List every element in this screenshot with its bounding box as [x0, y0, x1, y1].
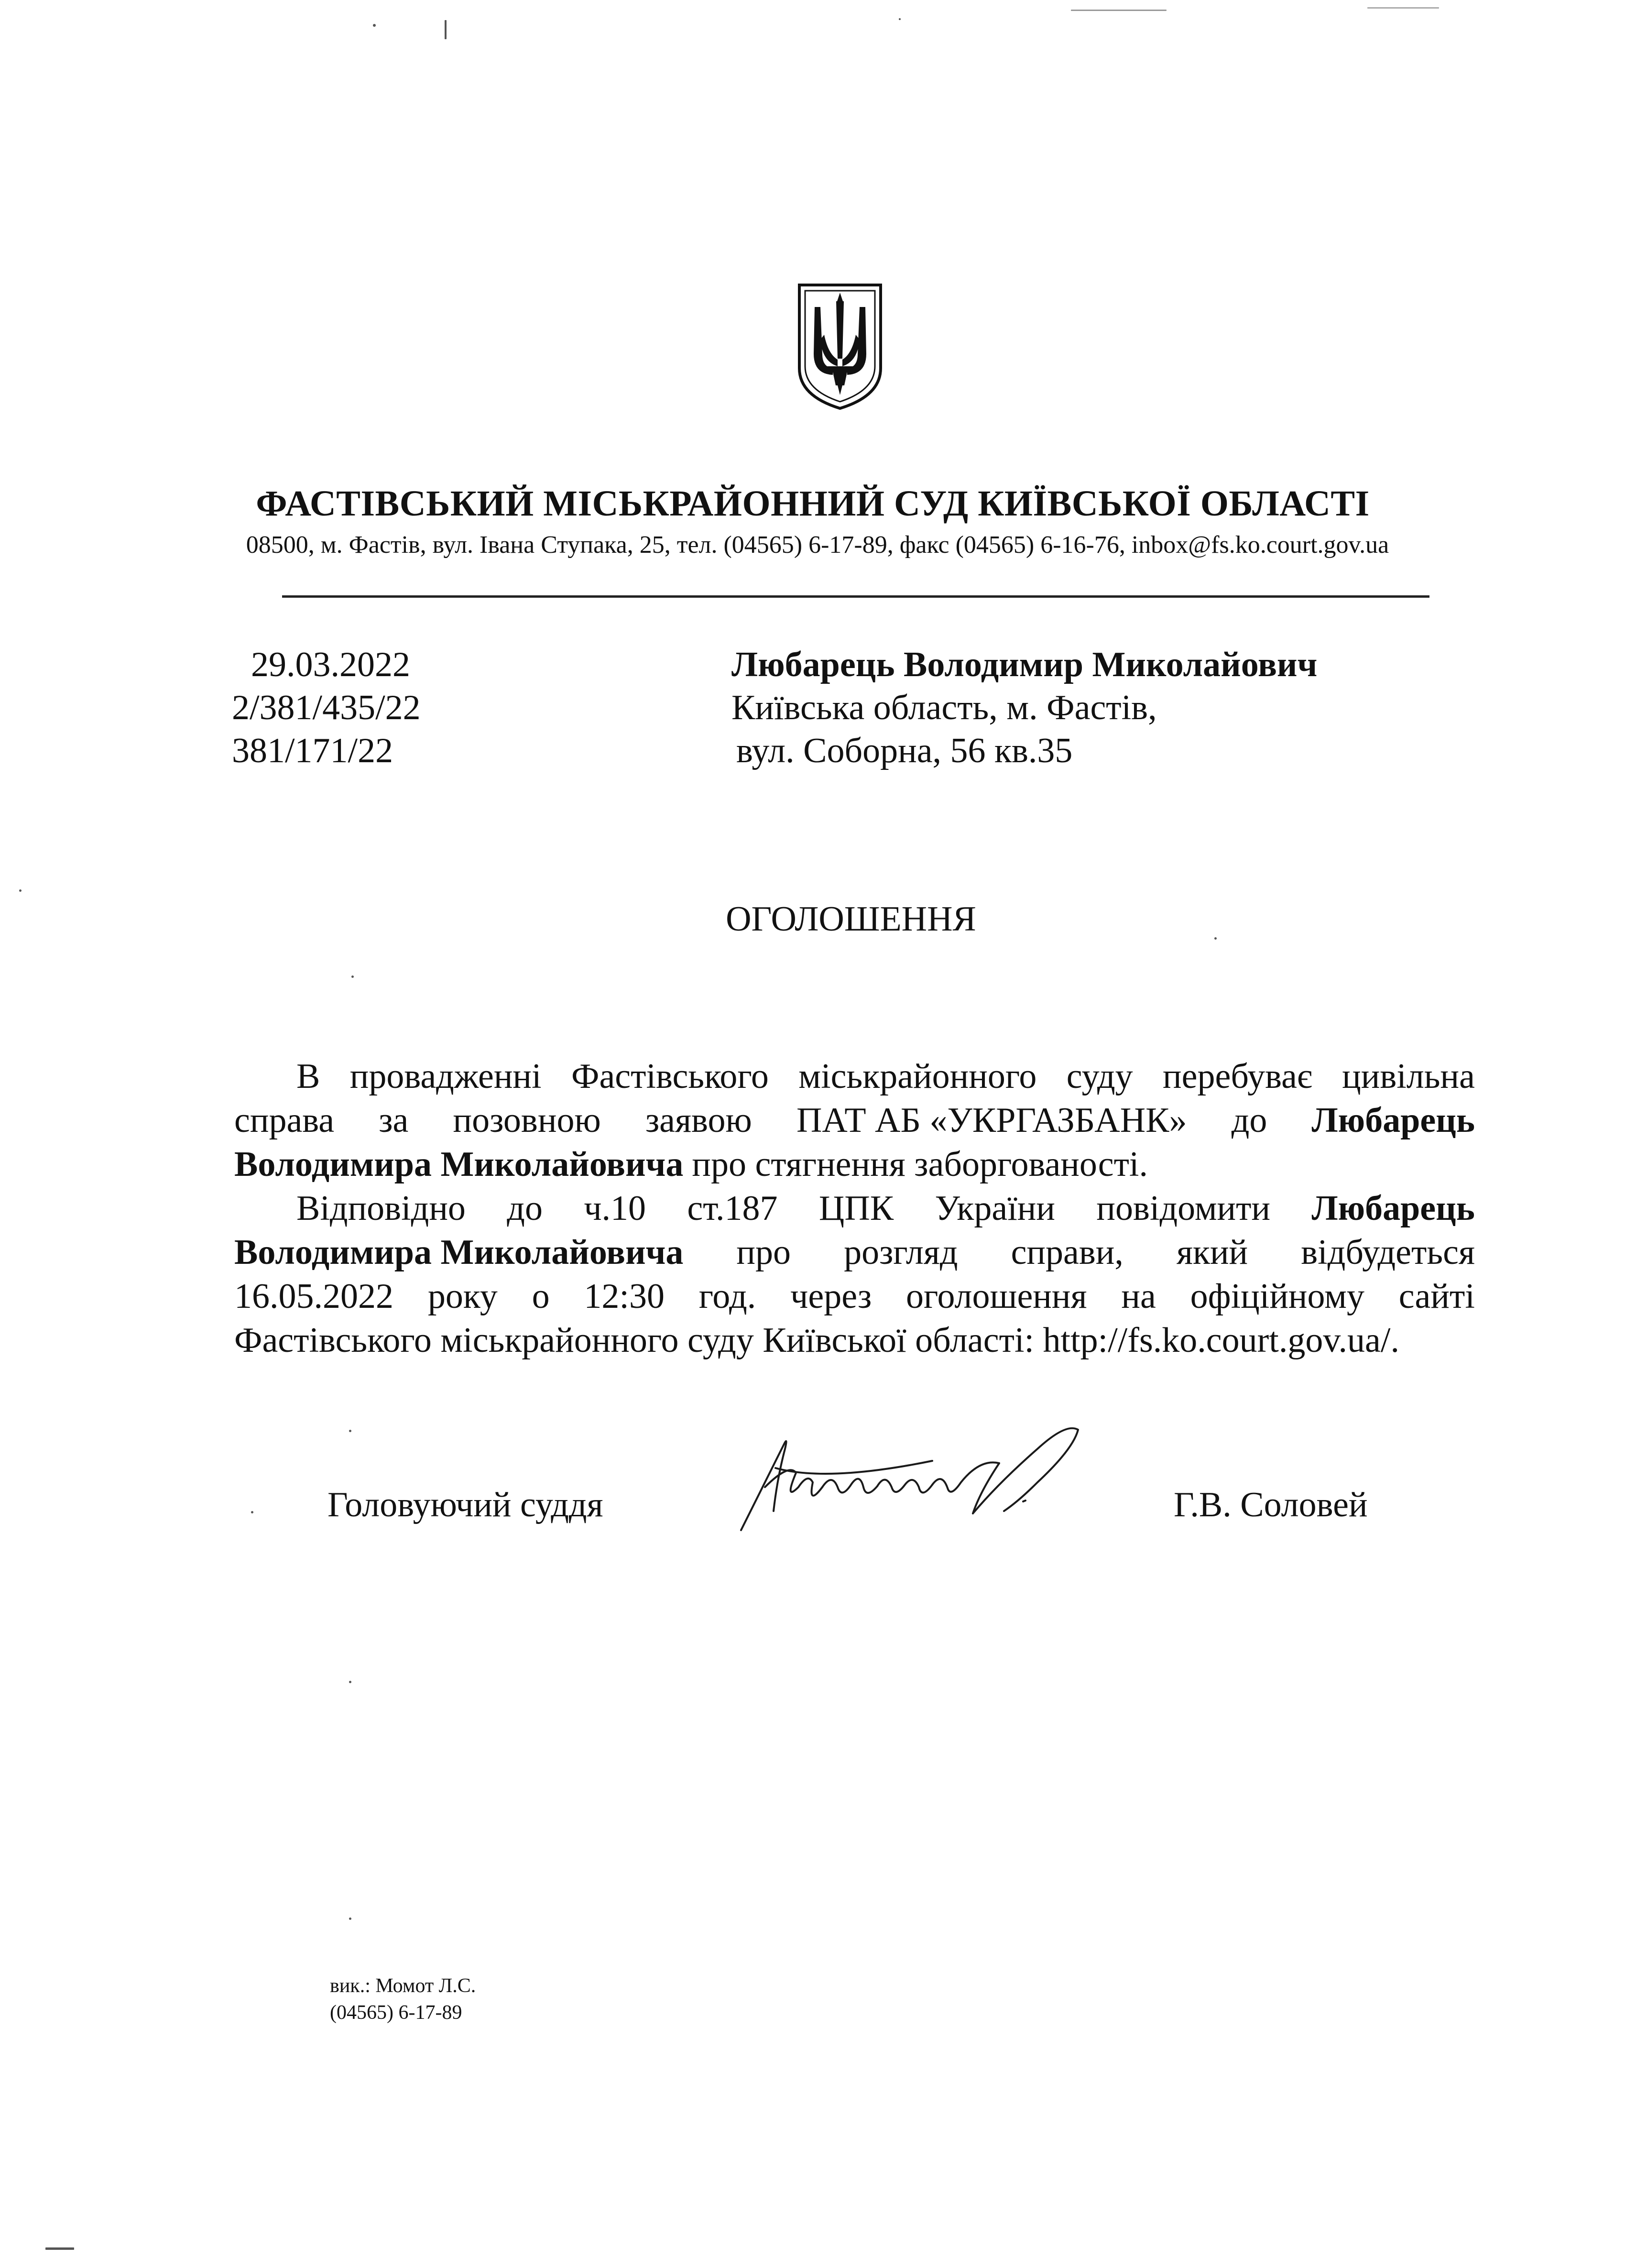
word: через [790, 1277, 872, 1316]
scan-speck [349, 1917, 351, 1920]
word: год. [698, 1277, 756, 1316]
word: суду [1066, 1057, 1133, 1096]
defendant-name: Володимира Миколайовича [234, 1145, 684, 1184]
defendant-name: Володимира Миколайовича [234, 1233, 684, 1272]
scan-speck [349, 1681, 351, 1683]
defendant-surname: Любарець [1311, 1101, 1475, 1140]
word: на [1121, 1277, 1156, 1316]
claim-subject: про стягнення заборгованості. [692, 1145, 1148, 1184]
word: про [736, 1233, 791, 1272]
word: провадженні [349, 1057, 542, 1096]
notice-title: ОГОЛОШЕННЯ [726, 899, 976, 939]
word: ЦПК [818, 1189, 894, 1228]
judge-name: Г.В. Соловей [1174, 1485, 1368, 1524]
scan-mark [445, 20, 447, 39]
word: о [532, 1277, 550, 1316]
word: перебуває [1163, 1057, 1312, 1096]
word: міськрайонного [798, 1057, 1037, 1096]
word: заявою [645, 1101, 752, 1140]
header-divider [282, 595, 1429, 598]
body-line [234, 1054, 1475, 1098]
plaintiff-name: ПАТ АБ «УКРГАЗБАНК» [796, 1101, 1187, 1140]
signatory-role: Головуючий суддя [327, 1485, 603, 1524]
recipient-name: Любарець Володимир Миколайович [731, 645, 1318, 684]
scan-mark [1367, 7, 1439, 9]
word: ч.10 [584, 1189, 646, 1228]
word: до [1231, 1101, 1267, 1140]
word: Фастівського [571, 1057, 769, 1096]
scan-speck [373, 24, 376, 27]
scan-speck [19, 889, 22, 892]
word: повідомити [1096, 1189, 1271, 1228]
word: який [1176, 1233, 1248, 1272]
word: справа [234, 1101, 335, 1140]
word: розгляд [844, 1233, 958, 1272]
recipient-address-line2: вул. Соборна, 56 кв.35 [736, 731, 1073, 770]
body-line [234, 1230, 1475, 1274]
recipient-address-line1: Київська область, м. Фастів, [731, 688, 1157, 727]
word: справи, [1011, 1233, 1123, 1272]
body-line [234, 1274, 1475, 1318]
word: Відповідно [296, 1189, 466, 1228]
word: сайті [1398, 1277, 1475, 1316]
defendant-surname: Любарець [1311, 1189, 1475, 1228]
document-meta [232, 643, 421, 772]
hearing-time: 12:30 [584, 1277, 665, 1316]
body-line [234, 1186, 1475, 1230]
notice-body [234, 1054, 1475, 1362]
case-number: 2/381/435/22 [232, 688, 421, 727]
scan-mark [1071, 10, 1167, 11]
scan-speck [351, 975, 354, 978]
word: позовною [453, 1101, 601, 1140]
word: ст.187 [687, 1189, 778, 1228]
word: України [935, 1189, 1055, 1228]
scan-speck [349, 1430, 351, 1432]
word: цивільна [1342, 1057, 1475, 1096]
word: оголошення [906, 1277, 1087, 1316]
scan-speck [899, 18, 901, 20]
scan-speck [251, 1511, 253, 1513]
court-website-sentence: Фастівського міськрайонного суду Київської області: http://fs.ko.court.gov.ua/. [234, 1321, 1399, 1360]
word: року [427, 1277, 498, 1316]
trident-coat-of-arms-icon [795, 282, 885, 411]
court-address: 08500, м. Фастів, вул. Івана Ступака, 25, тел. (04565) 6-17-89, факс (04565) 6-16-76, inbox@fs.ko.court.gov.ua [246, 531, 1389, 559]
document-date: 29.03.2022 [251, 645, 410, 684]
hearing-date: 16.05.2022 [234, 1277, 393, 1316]
word: за [379, 1101, 409, 1140]
executor-block [330, 1972, 476, 2026]
word: відбудеться [1301, 1233, 1475, 1272]
recipient-block [731, 643, 1317, 772]
body-line [234, 1098, 1475, 1142]
handwritten-signature [731, 1415, 1095, 1540]
executor-name: вик.: Момот Л.С. [330, 1975, 476, 1997]
word: офіційному [1190, 1277, 1364, 1316]
body-line [234, 1142, 1475, 1186]
executor-phone: (04565) 6-17-89 [330, 2002, 462, 2024]
proceeding-number: 381/171/22 [232, 731, 393, 770]
word: до [507, 1189, 543, 1228]
body-line [234, 1318, 1475, 1362]
scan-mark [45, 2247, 74, 2250]
court-name: ФАСТІВСЬКИЙ МІСЬКРАЙОННИЙ СУД КИЇВСЬКОЇ ОБЛАСТІ [256, 483, 1370, 524]
word: В [296, 1057, 320, 1096]
